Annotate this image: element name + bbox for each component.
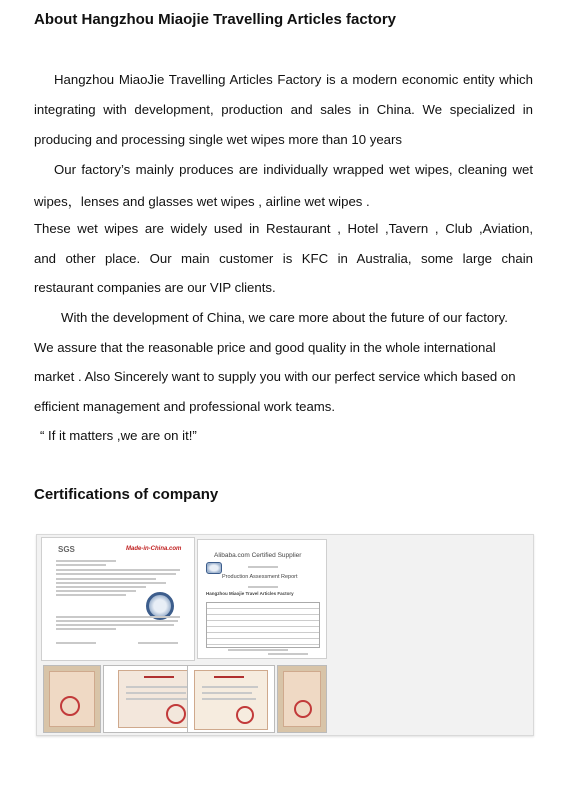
- paragraph-line: We assure that the reasonable price and good quality in the whole international: [34, 340, 496, 355]
- paragraph-line: Hangzhou MiaoJie Travelling Articles Factory is a modern economic entity which: [54, 72, 533, 87]
- paragraph-line: efficient management and professional work teams.: [34, 399, 336, 414]
- certifications-heading: Certifications of company: [34, 486, 219, 503]
- alibaba-report-document: [197, 539, 327, 659]
- paragraph-line: Our factory’s mainly produces are individually wrapped wet wipes, cleaning wet: [54, 162, 533, 177]
- report-title: Production Assessment Report: [222, 574, 298, 580]
- stamp-icon: [294, 700, 312, 718]
- stamp-icon: [166, 704, 186, 724]
- paragraph-line: market . Also Sincerely want to supply you with our perfect service which based on: [34, 369, 516, 384]
- report-table: [206, 602, 320, 648]
- paragraph-line: These wet wipes are widely used in Restaurant , Hotel ,Tavern , Club ,Aviation,: [34, 221, 533, 236]
- about-heading: About Hangzhou Miaojie Travelling Articles factory: [34, 11, 396, 28]
- business-license-1: [43, 665, 101, 733]
- paragraph-line: restaurant companies are our VIP clients.: [34, 280, 276, 295]
- stamp-icon: [60, 696, 80, 716]
- alibaba-title: Alibaba.com Certified Supplier: [214, 552, 302, 559]
- paragraph-line: wipes，lenses and glasses wet wipes , airline wet wipes .: [34, 194, 370, 209]
- sgs-audit-document: [41, 537, 195, 661]
- paragraph-line: and other place. Our main customer is KFC in Australia, some large chain: [34, 251, 533, 266]
- certificates-photo: [36, 534, 534, 736]
- production-permit: [187, 665, 275, 733]
- slogan: “ If it matters ,we are on it!”: [40, 428, 197, 443]
- stamp-icon: [236, 706, 254, 724]
- paragraph-line: producing and processing single wet wipes more than 10 years: [34, 132, 402, 147]
- made-in-china-logo: Made-in-China.com: [126, 546, 182, 552]
- factory-name: Hangzhou Miaojie Travel Articles Factory: [206, 591, 294, 596]
- sgs-logo: SGS: [58, 545, 75, 554]
- badge-icon: [206, 562, 222, 574]
- paragraph-line: integrating with development, production and sales in China. We specialized in: [34, 102, 533, 117]
- tax-certificate: [277, 665, 327, 733]
- paragraph-line: With the development of China, we care more about the future of our factory.: [61, 310, 508, 325]
